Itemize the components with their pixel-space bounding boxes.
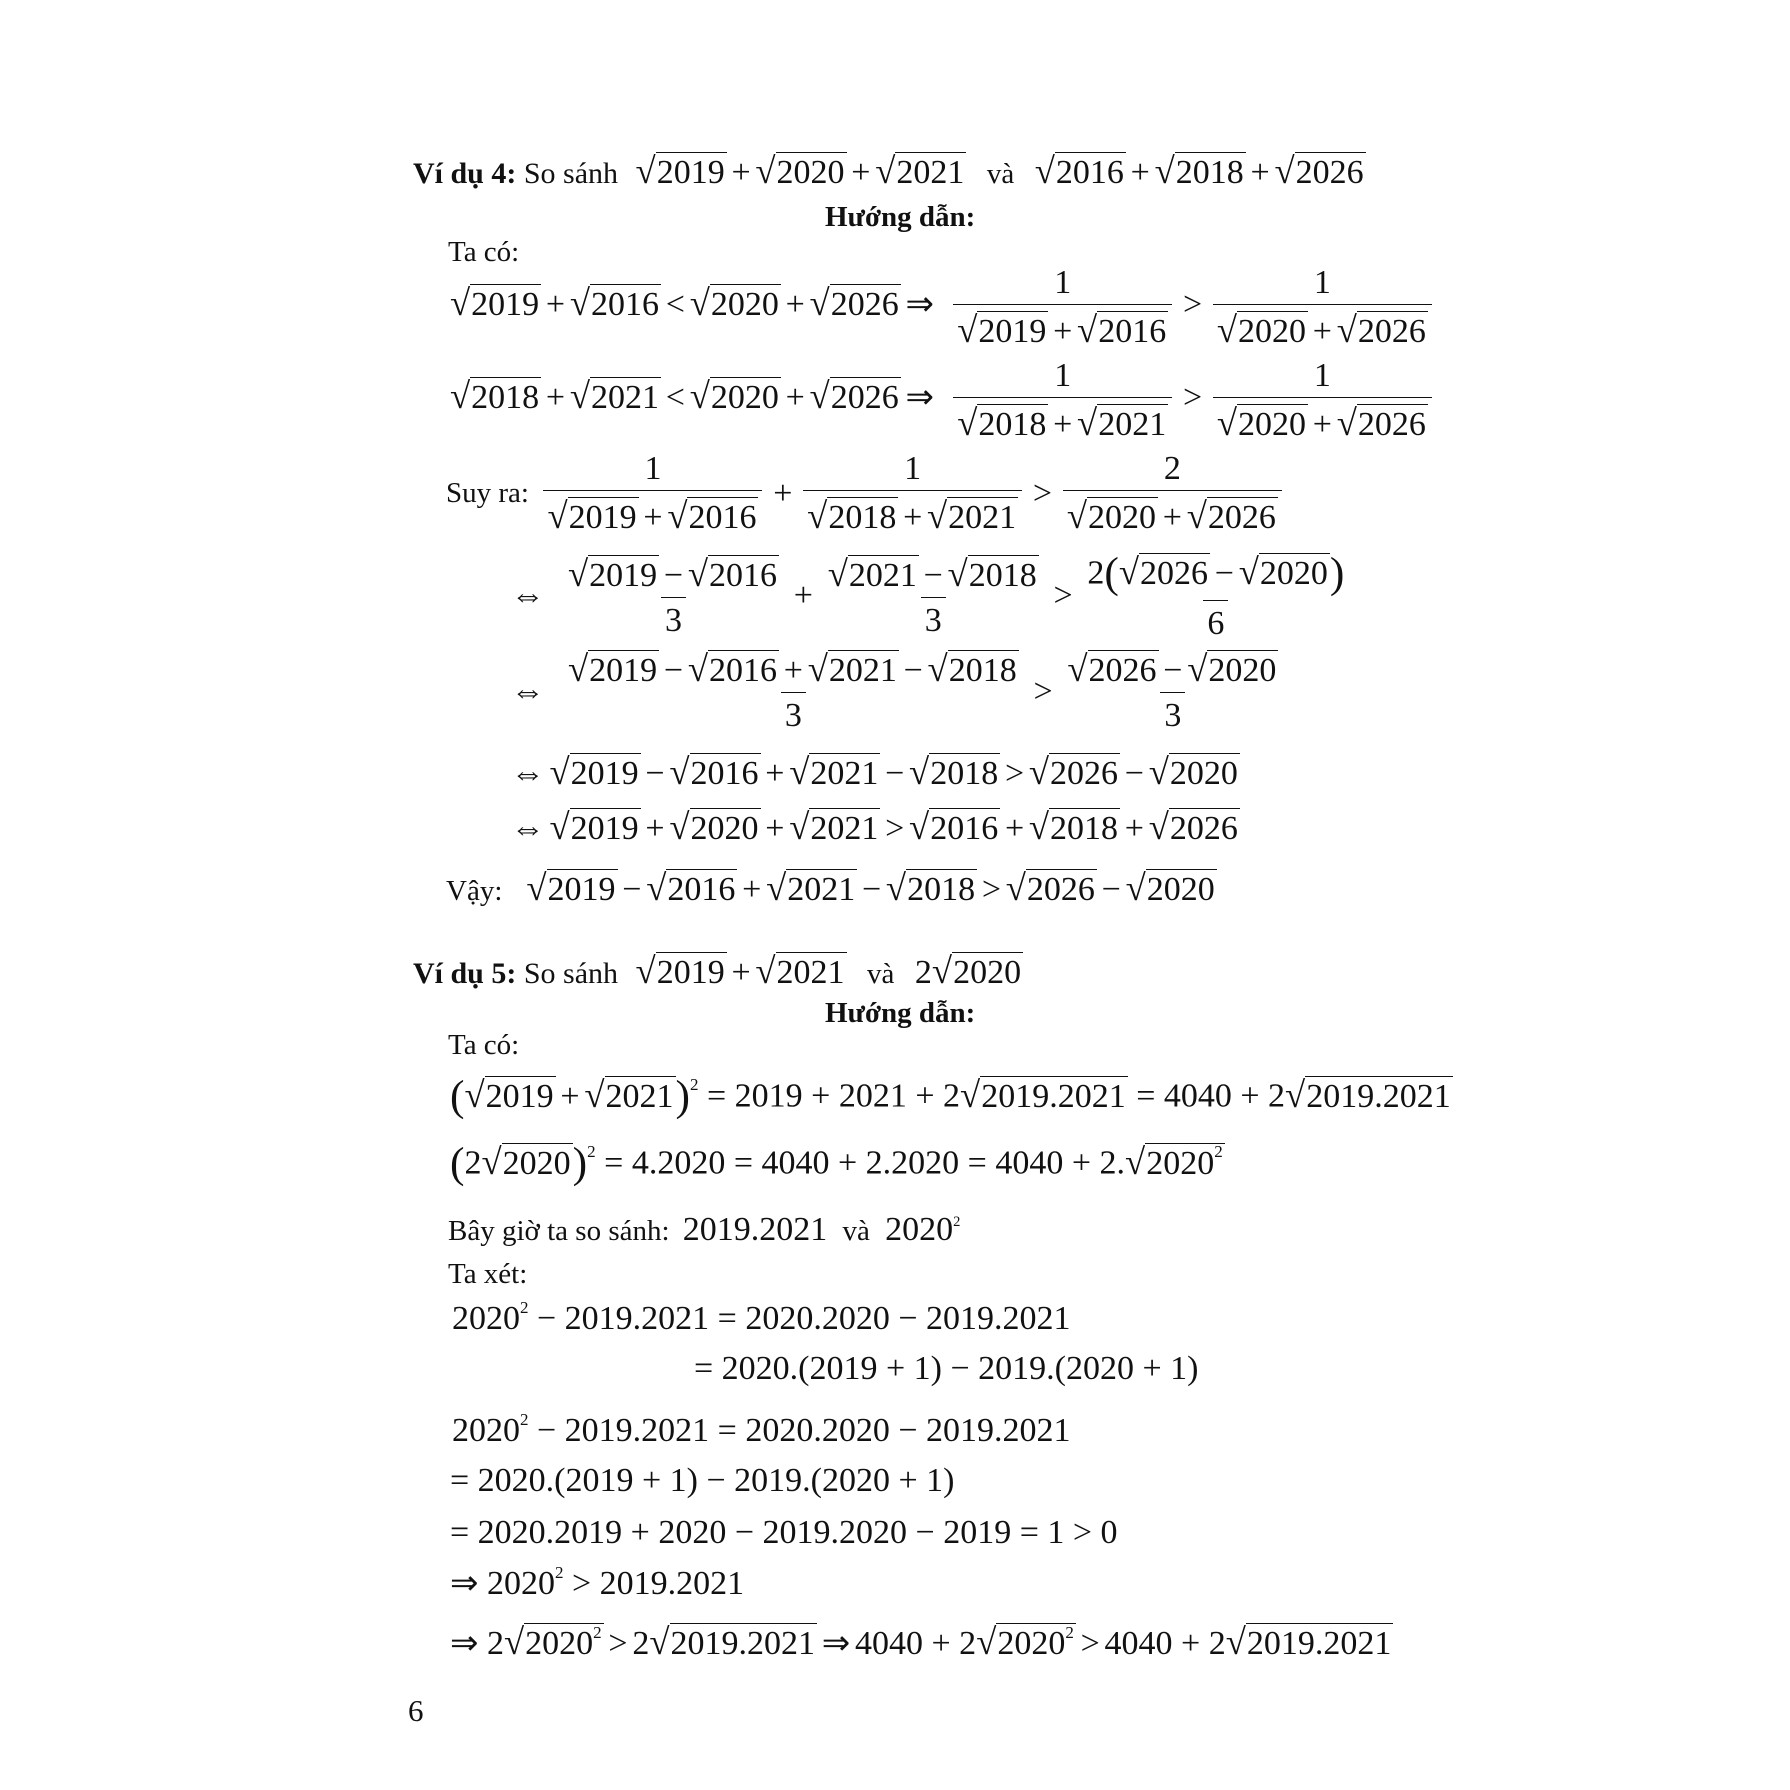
consider-line-2: = 2020.(2019 + 1) − 2019.(2020 + 1): [694, 1350, 1199, 1387]
consider-line-3: 2020$^2$ − 2019.2021 = 2020.2020 − 2019.2021: [452, 1409, 1071, 1449]
consider-line-7: ⇒ $2√2020^2 > 2√2019.2021$ ⇒ $4040 + 2√2020^2 > 4040 + 2√2019.2021$: [450, 1621, 1392, 1662]
example-5-expression: √2019 + √2021 và 2√2020: [635, 950, 1022, 991]
bay-gio-line: Bây giờ ta so sánh: 2019.2021 và 2020$^2$: [448, 1211, 961, 1248]
ta-xet-label: Ta xét:: [448, 1258, 528, 1290]
example-4-label: Ví dụ 4:: [413, 157, 517, 190]
example-4-heading: [413, 152, 1366, 190]
consider-line-1: 2020$^2$ − 2019.2021 = 2020.2020 − 2019.2021: [452, 1297, 1071, 1337]
consider-line-6: ⇒ 2020$^2$ > 2019.2021: [450, 1562, 745, 1602]
consider-line-4: = 2020.(2019 + 1) − 2019.(2020 + 1): [450, 1462, 955, 1499]
equiv-line-2: ⇔ $\frac{√2019 - √2016 + √2021 - √2018}{3}$ > $\frac{√2026 - √2020}{3}$: [510, 648, 1277, 734]
example-4-prompt: So sánh: [523, 157, 619, 190]
ineq-line-1: √2019 + √2016 < √2020 + √2026 ⇒ $\frac{1}{√2019 + √2016}$ > $\frac{1}{√2020 + √2026}$: [450, 266, 1438, 349]
square-line-1: $(√2019 + √2021)^2 = 2019 + 2021 + 2√2019.2021 = 4040 + 2√2019.2021$: [450, 1072, 1451, 1120]
conclusion-line: Vậy: √2019 − √2016 + √2021 − √2018 > √2026 − √2020: [446, 867, 1215, 908]
square-line-2: $(2√2020)^2 = 4.2020 = 4040 + 2.2020 = 4040 + 2.√2020^2$: [450, 1139, 1223, 1187]
example-5-heading: [413, 952, 1023, 990]
example-4-expression: √2019 + √2020 + √2021 và √2016 + √2018 + √2026: [635, 150, 1364, 191]
ta-co-label: Ta có:: [448, 236, 520, 268]
equiv-line-3: ⇔ √2019 − √2016 + √2021 − √2018 > √2026 − √2020: [510, 751, 1238, 792]
ineq-line-2: √2018 + √2021 < √2020 + √2026 ⇒ $\frac{1}{√2018 + √2021}$ > $\frac{1}{√2020 + √2026}$: [450, 359, 1438, 442]
consider-line-5: = 2020.2019 + 2020 − 2019.2020 − 2019 = 1 > 0: [450, 1514, 1118, 1551]
guide-heading: Hướng dẫn:: [825, 201, 976, 233]
equiv-line-4: ⇔ √2019 + √2020 + √2021 > √2016 + √2018 + √2026: [510, 806, 1238, 847]
equiv-line-1: ⇔ $\frac{√2019 - √2016}{3}$ + $\frac{√2021 - √2018}{3}$ > $\frac{2(√2026 - √2020)}{6}$: [510, 549, 1345, 642]
example-5-label: Ví dụ 5:: [413, 957, 517, 990]
example-5-prompt: So sánh: [523, 957, 619, 990]
suy-ra-line: Suy ra: $\frac{1}{√2019 + √2016}$ + $\frac{1}{√2018 + √2021}$ > $\frac{2}{√2020 + √2026}$: [446, 452, 1288, 535]
ta-co-label-5: Ta có:: [448, 1029, 520, 1061]
page-number: 6: [408, 1693, 424, 1728]
guide-heading-5: Hướng dẫn:: [825, 997, 976, 1029]
